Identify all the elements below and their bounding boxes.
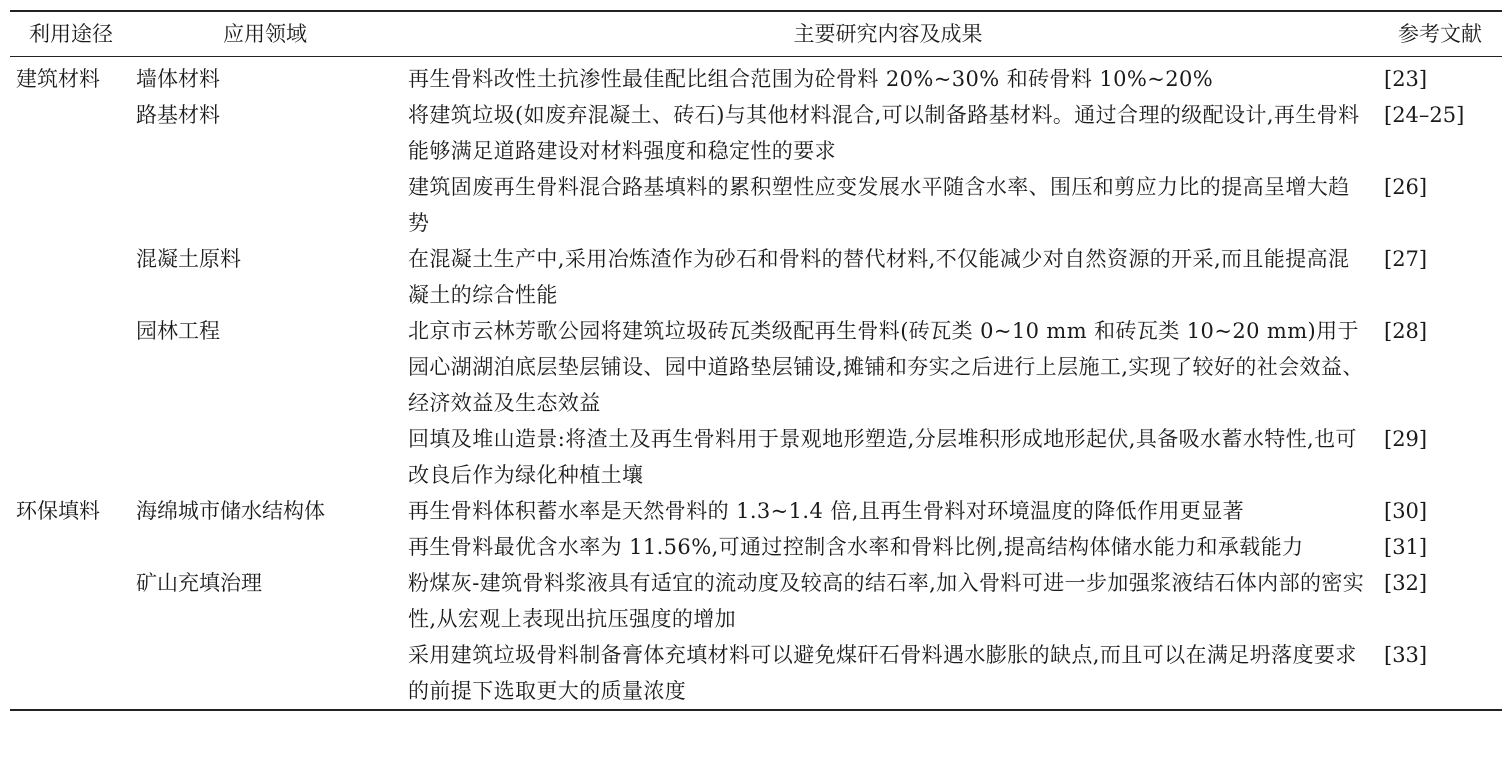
cell-domain: 路基材料 (136, 103, 220, 127)
cell-path (10, 529, 132, 565)
cell-path (10, 565, 132, 637)
cell-domain (132, 529, 398, 565)
table-body-grid (10, 12, 1502, 56)
table-row (10, 241, 1502, 313)
research-table (10, 10, 1502, 711)
cell-path (10, 97, 132, 169)
header-content: 主要研究内容及成果 (793, 22, 983, 46)
cell-ref: [28] (1384, 319, 1428, 343)
cell-content: 回填及堆山造景:将渣土及再生骨料用于景观地形塑造,分层堆积形成地形起伏,具备吸水蓄水特性,也可改良后作为绿化种植土壤 (408, 427, 1357, 487)
cell-domain (132, 421, 398, 493)
header-ref: 参考文献 (1398, 22, 1482, 46)
table-row (10, 97, 1502, 169)
cell-domain: 混凝土原料 (136, 247, 241, 271)
cell-ref: [23] (1384, 67, 1428, 91)
cell-ref: [32] (1384, 571, 1428, 595)
cell-path: 建筑材料 (16, 67, 100, 91)
cell-content: 再生骨料最优含水率为 11.56%,可通过控制含水率和骨料比例,提高结构体储水能力和承载能力 (408, 535, 1304, 559)
cell-content: 再生骨料体积蓄水率是天然骨料的 1.3~1.4 倍,且再生骨料对环境温度的降低作用更显著 (408, 499, 1245, 523)
cell-ref: [27] (1384, 247, 1428, 271)
cell-path (10, 169, 132, 241)
cell-content: 将建筑垃圾(如废弃混凝土、砖石)与其他材料混合,可以制备路基材料。通过合理的级配设计,再生骨料能够满足道路建设对材料强度和稳定性的要求 (408, 103, 1360, 163)
cell-ref: [33] (1384, 643, 1428, 667)
table-bottom-rule (10, 709, 1502, 711)
cell-domain (132, 169, 398, 241)
table-rows-grid (10, 57, 1502, 709)
header-row (10, 12, 1502, 56)
cell-domain (132, 637, 398, 709)
cell-path (10, 241, 132, 313)
cell-content: 北京市云林芳歌公园将建筑垃圾砖瓦类级配再生骨料(砖瓦类 0~10 mm 和砖瓦类 10~20 mm)用于园心湖湖泊底层垫层铺设、园中道路垫层铺设,摊铺和夯实之后进行上层施工,实现了较好的社会效益、经济效益及生态效益 (408, 319, 1364, 415)
header-domain: 应用领域 (223, 22, 307, 46)
cell-ref: [30] (1384, 499, 1428, 523)
cell-path (10, 637, 132, 709)
cell-ref: [24–25] (1384, 103, 1465, 127)
header-path: 利用途径 (29, 22, 113, 46)
table-row (10, 57, 1502, 97)
table-row (10, 637, 1502, 709)
cell-ref: [26] (1384, 175, 1428, 199)
cell-domain: 海绵城市储水结构体 (136, 499, 325, 523)
cell-ref: [31] (1384, 535, 1428, 559)
table-row (10, 313, 1502, 421)
cell-content: 在混凝土生产中,采用冶炼渣作为砂石和骨料的替代材料,不仅能减少对自然资源的开采,而且能提高混凝土的综合性能 (408, 247, 1350, 307)
cell-content: 粉煤灰-建筑骨料浆液具有适宜的流动度及较高的结石率,加入骨料可进一步加强浆液结石体内部的密实性,从宏观上表现出抗压强度的增加 (408, 571, 1365, 631)
cell-domain: 墙体材料 (136, 67, 220, 91)
cell-ref: [29] (1384, 427, 1428, 451)
table-row (10, 565, 1502, 637)
cell-domain: 园林工程 (136, 319, 220, 343)
table-row (10, 169, 1502, 241)
cell-content: 再生骨料改性土抗渗性最佳配比组合范围为砼骨料 20%~30% 和砖骨料 10%~20% (408, 67, 1214, 91)
cell-domain: 矿山充填治理 (136, 571, 262, 595)
cell-content: 采用建筑垃圾骨料制备膏体充填材料可以避免煤矸石骨料遇水膨胀的缺点,而且可以在满足坍落度要求的前提下选取更大的质量浓度 (408, 643, 1357, 703)
table-row (10, 529, 1502, 565)
cell-content: 建筑固废再生骨料混合路基填料的累积塑性应变发展水平随含水率、围压和剪应力比的提高呈增大趋势 (408, 175, 1350, 235)
cell-path: 环保填料 (16, 499, 100, 523)
table-row (10, 421, 1502, 493)
cell-path (10, 313, 132, 421)
cell-path (10, 421, 132, 493)
table-row (10, 493, 1502, 529)
